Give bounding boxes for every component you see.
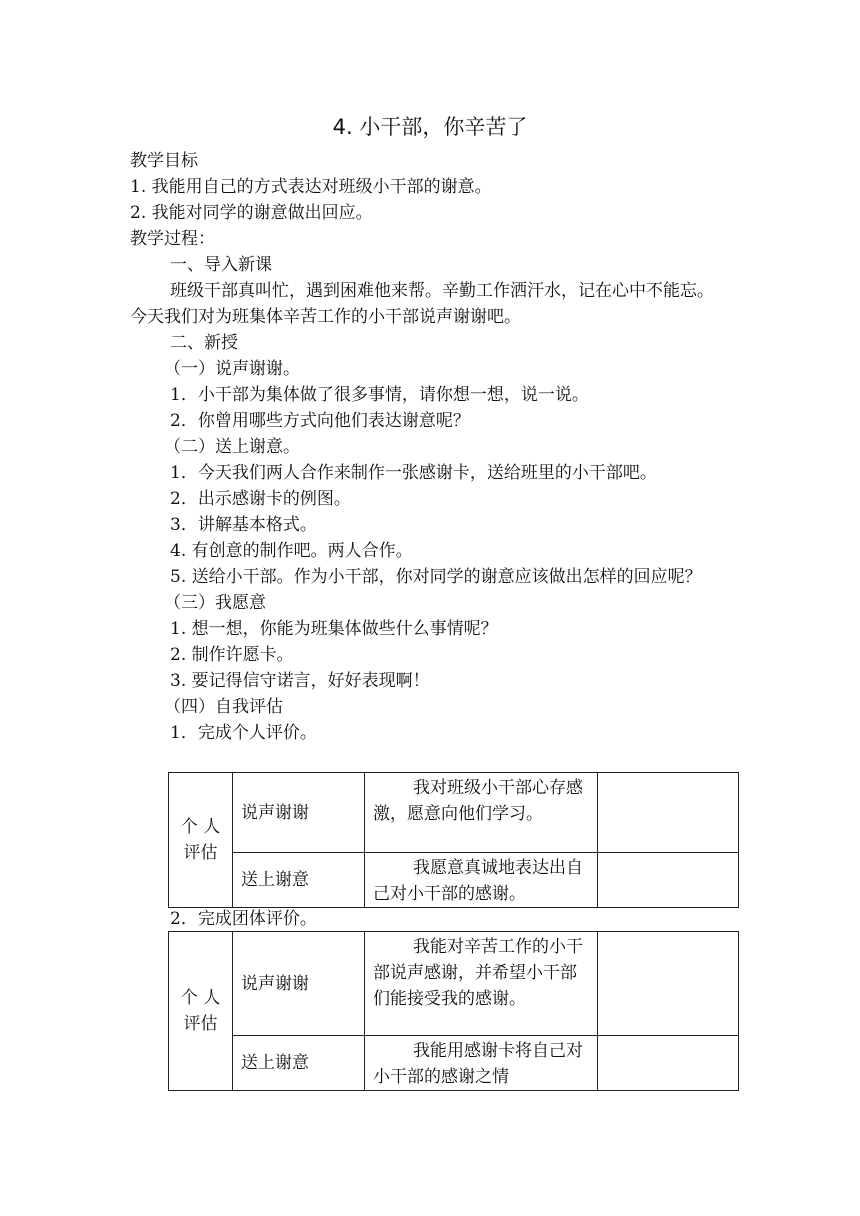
intro-paragraph: 班级干部真叫忙，遇到困难他来帮。辛勤工作洒汗水，记在心中不能忘。今天我们对为班集体辛苦工作的小干部说声谢谢吧。	[130, 281, 714, 327]
description-cell: 我能对辛苦工作的小干部说声感谢，并希望小干部们能接受我的感谢。	[365, 932, 598, 1036]
group-cell: 个 人 评估	[169, 773, 233, 908]
list-item: 2. 制作许愿卡。	[170, 645, 294, 665]
body-text	[130, 148, 730, 746]
section-heading-objectives: 教学目标	[130, 151, 198, 171]
list-item: 2．出示感谢卡的例图。	[170, 489, 351, 509]
page-title: 4. 小干部，你辛苦了	[332, 115, 528, 139]
score-cell	[598, 932, 739, 1036]
table-row	[169, 1036, 739, 1091]
table-row	[169, 932, 739, 1036]
sub-heading: （三）我愿意	[164, 593, 266, 613]
list-item: 1．小干部为集体做了很多事情，请你想一想，说一说。	[170, 385, 589, 405]
description-cell: 我对班级小干部心存感激，愿意向他们学习。	[365, 773, 598, 853]
list-item: 4. 有创意的制作吧。两人合作。	[170, 541, 413, 561]
list-item: 2．你曾用哪些方式向他们表达谢意呢？	[170, 411, 470, 431]
list-item: 3. 要记得信守诺言，好好表现啊！	[170, 671, 430, 691]
item-cell: 送上谢意	[233, 1036, 365, 1091]
list-item: 1. 想一想，你能为班集体做些什么事情呢？	[170, 619, 498, 639]
description-cell: 我能用感谢卡将自己对小干部的感谢之情	[365, 1036, 598, 1091]
list-item: 3．讲解基本格式。	[170, 515, 317, 535]
list-item: 1．今天我们两人合作来制作一张感谢卡，送给班里的小干部吧。	[170, 463, 657, 483]
list-item: 2．完成团体评价。	[170, 909, 317, 929]
score-cell	[598, 773, 739, 853]
objective-item: 1. 我能用自己的方式表达对班级小干部的谢意。	[130, 177, 492, 197]
item-cell: 送上谢意	[233, 853, 365, 908]
list-item: 1．完成个人评价。	[170, 723, 317, 743]
group-evaluation-table	[168, 931, 739, 1091]
sub-heading: （一）说声谢谢。	[164, 359, 300, 379]
group-cell: 个 人 评估	[169, 932, 233, 1091]
score-cell	[598, 1036, 739, 1091]
list-item: 5. 送给小干部。作为小干部，你对同学的谢意应该做出怎样的回应呢？	[170, 567, 702, 587]
sub-heading: （四）自我评估	[164, 697, 283, 717]
personal-evaluation-table	[168, 772, 739, 908]
item-cell: 说声谢谢	[233, 773, 365, 853]
sub-heading: （二）送上谢意。	[164, 437, 300, 457]
step-heading: 二、新授	[170, 333, 238, 353]
table-row	[169, 773, 739, 853]
step-heading: 一、导入新课	[170, 255, 272, 275]
section-heading-process: 教学过程：	[130, 229, 215, 249]
score-cell	[598, 853, 739, 908]
objective-item: 2. 我能对同学的谢意做出回应。	[130, 203, 373, 223]
description-cell: 我愿意真诚地表达出自己对小干部的感谢。	[365, 853, 598, 908]
item-cell: 说声谢谢	[233, 932, 365, 1036]
table-row	[169, 853, 739, 908]
